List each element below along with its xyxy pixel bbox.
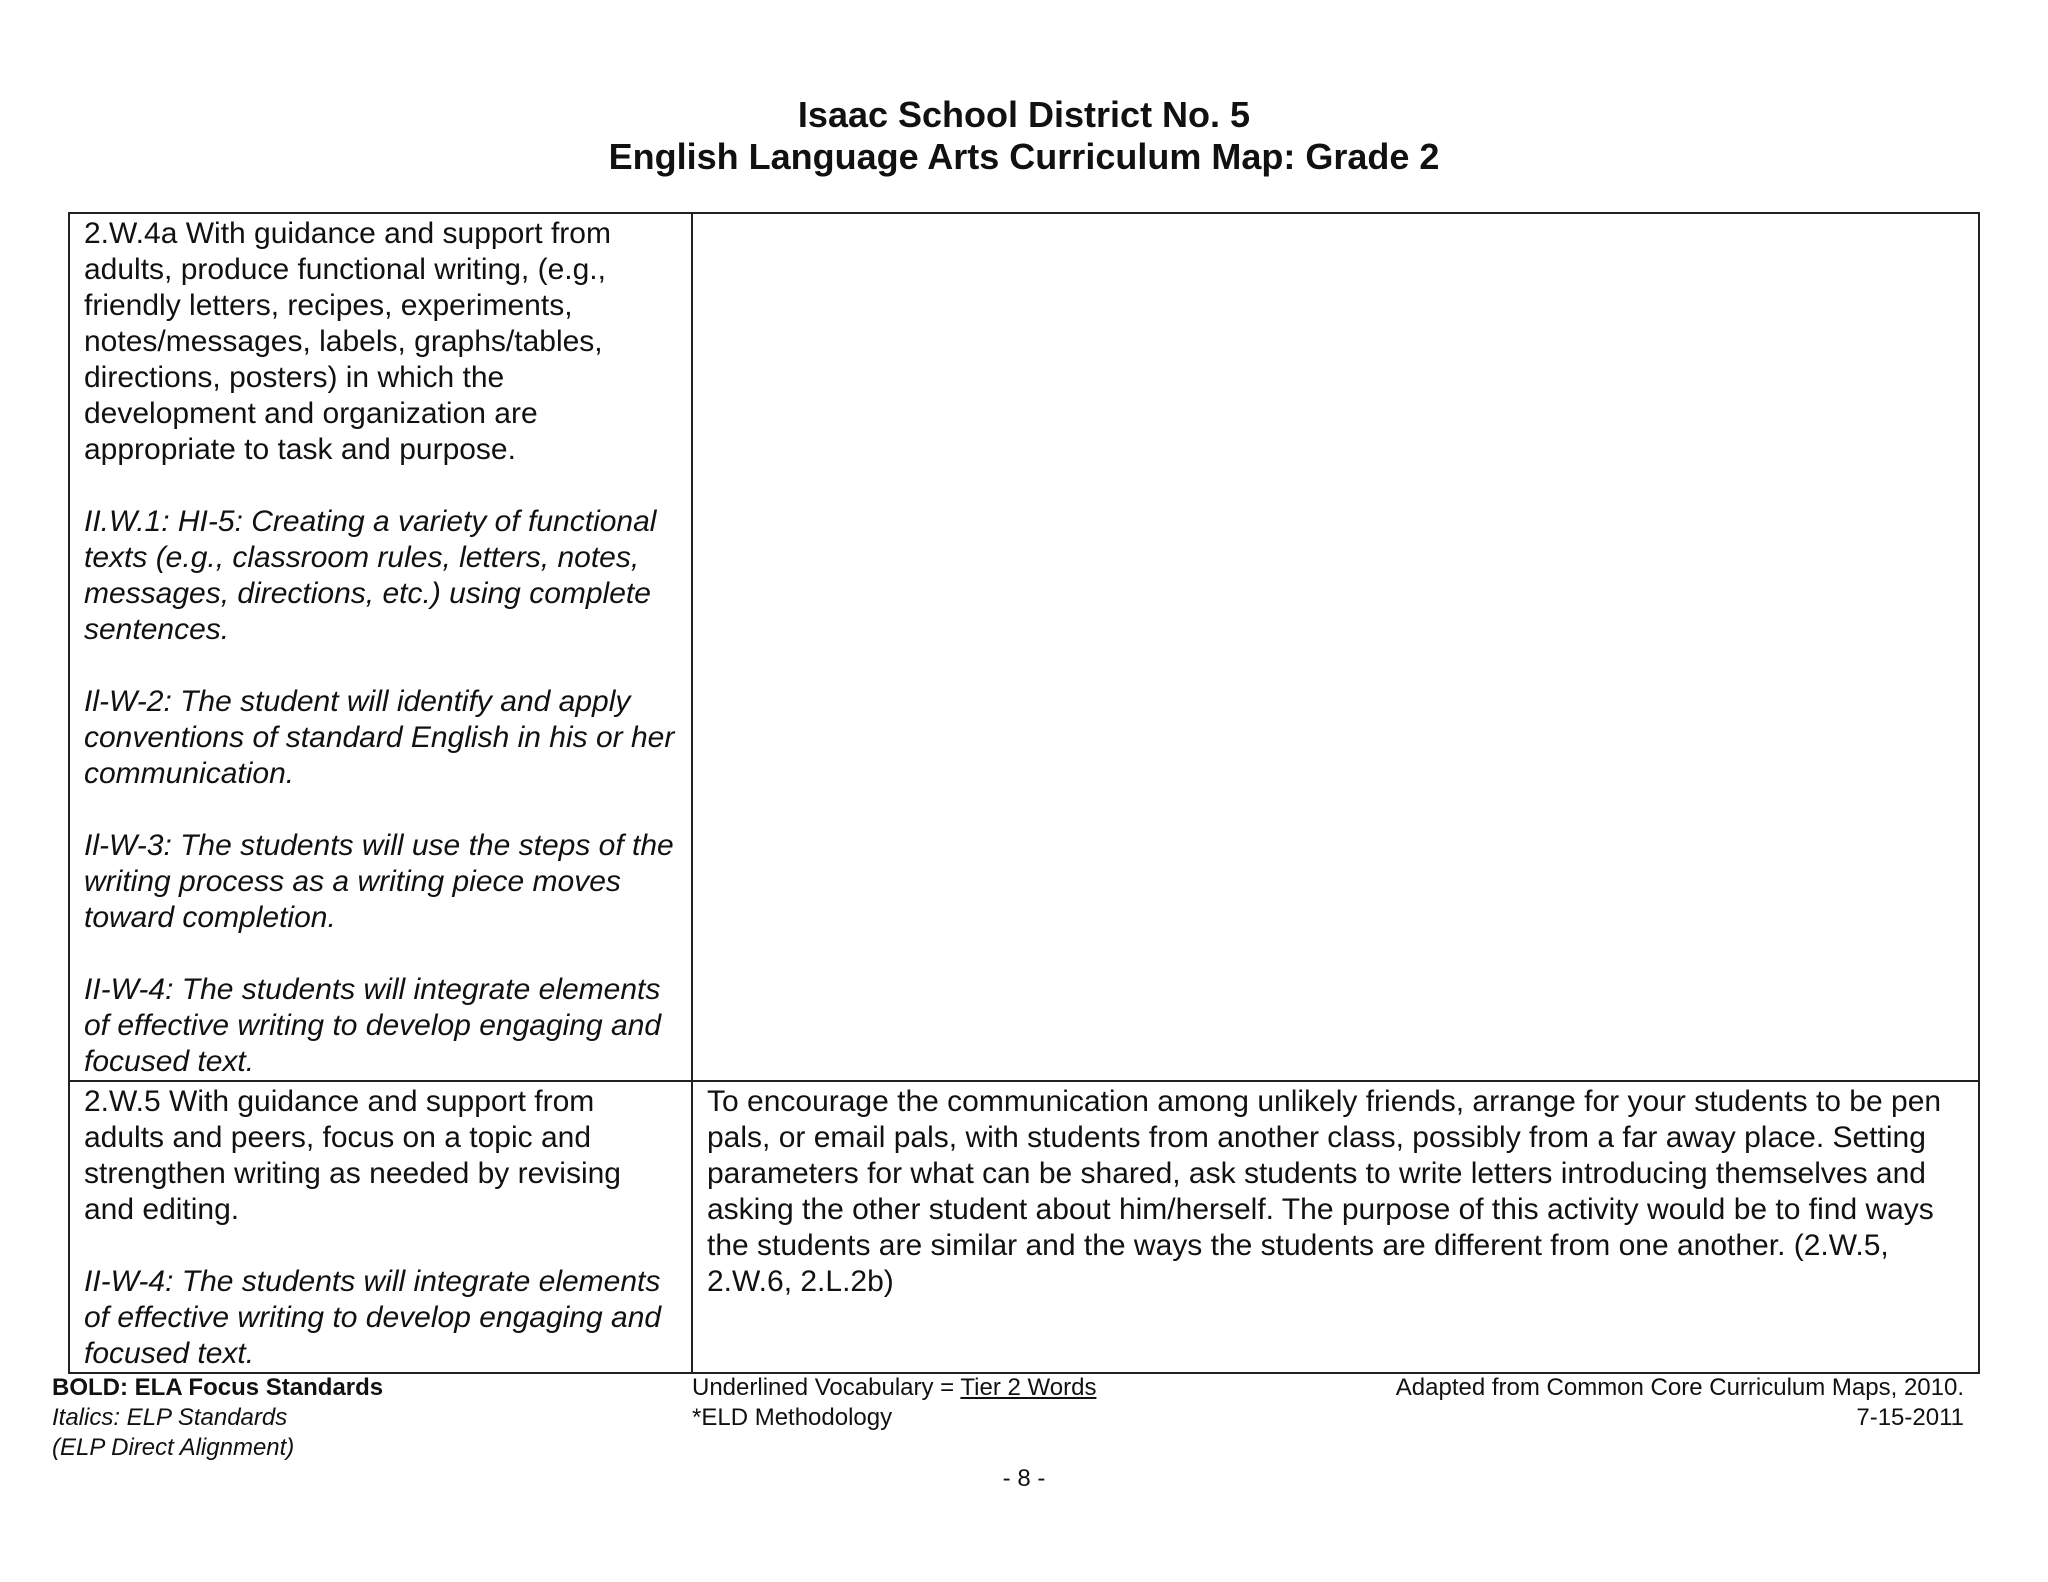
elp-standard-text: Il-W-3: The students will use the steps of the writing process as a writing piece moves toward completion. [84, 829, 674, 934]
standard-text: 2.W.5 With guidance and support from adults and peers, focus on a topic and strengthen writing as needed by revising and editing. [84, 1085, 621, 1226]
footer-legend [52, 1373, 383, 1463]
tier-2-words: Tier 2 Words [960, 1374, 1097, 1401]
activity-text: To encourage the communication among unlikely friends, arrange for your students to be pen pals, or email pals, with students from another class, possibly from a far away place. Setting parameters for what can be shared, ask students to write letters introducing themselves and asking the other student about him/herself. The purpose of this activity would be to find ways the students are similar and the ways the students are different from one another. (2.W.5, 2.W.6, 2.L.2b) [707, 1085, 1942, 1298]
standard-text: 2.W.4a With guidance and support from adults, produce functional writing, (e.g., friendly letters, recipes, experiments, notes/messages, labels, graphs/tables, directions, posters) in which the development and organization are appropriate to task and purpose. [84, 217, 611, 466]
eld-methodology: *ELD Methodology [692, 1404, 893, 1431]
revision-date: 7-15-2011 [1856, 1404, 1964, 1431]
elp-alignment-legend: (ELP Direct Alignment) [52, 1434, 295, 1461]
adapted-from: Adapted from Common Core Curriculum Maps, 2010. [1395, 1374, 1964, 1401]
elp-standard-text: II.W.1: HI-5: Creating a variety of functional texts (e.g., classroom rules, letters, notes, messages, directions, etc.) using complete sentences. [84, 505, 657, 646]
standards-cell [69, 213, 692, 1081]
elp-standard-text: II-W-4: The students will integrate elements of effective writing to develop engaging and focused text. [84, 973, 662, 1078]
table-row [69, 213, 1979, 1081]
bold-legend: BOLD: ELA Focus Standards [52, 1374, 384, 1401]
footer-vocabulary [692, 1373, 1096, 1433]
italics-legend: Italics: ELP Standards [52, 1404, 288, 1431]
table-row [69, 1081, 1979, 1373]
elp-standard-text: II-W-4: The students will integrate elements of effective writing to develop engaging and focused text. [84, 1265, 662, 1370]
activity-cell [692, 213, 1979, 1081]
footer-source [1396, 1373, 1964, 1433]
vocabulary-prefix: Underlined Vocabulary = [692, 1374, 961, 1401]
page-number: - 8 - [1002, 1465, 1046, 1492]
curriculum-map-title: English Language Arts Curriculum Map: Grade 2 [608, 136, 1440, 177]
curriculum-table [68, 212, 1980, 1374]
standards-cell [69, 1081, 692, 1373]
activity-cell [692, 1081, 1979, 1373]
district-title: Isaac School District No. 5 [797, 94, 1251, 135]
vocabulary-legend [692, 1373, 1096, 1403]
elp-standard-text: Il-W-2: The student will identify and apply conventions of standard English in his or her communication. [84, 685, 675, 790]
